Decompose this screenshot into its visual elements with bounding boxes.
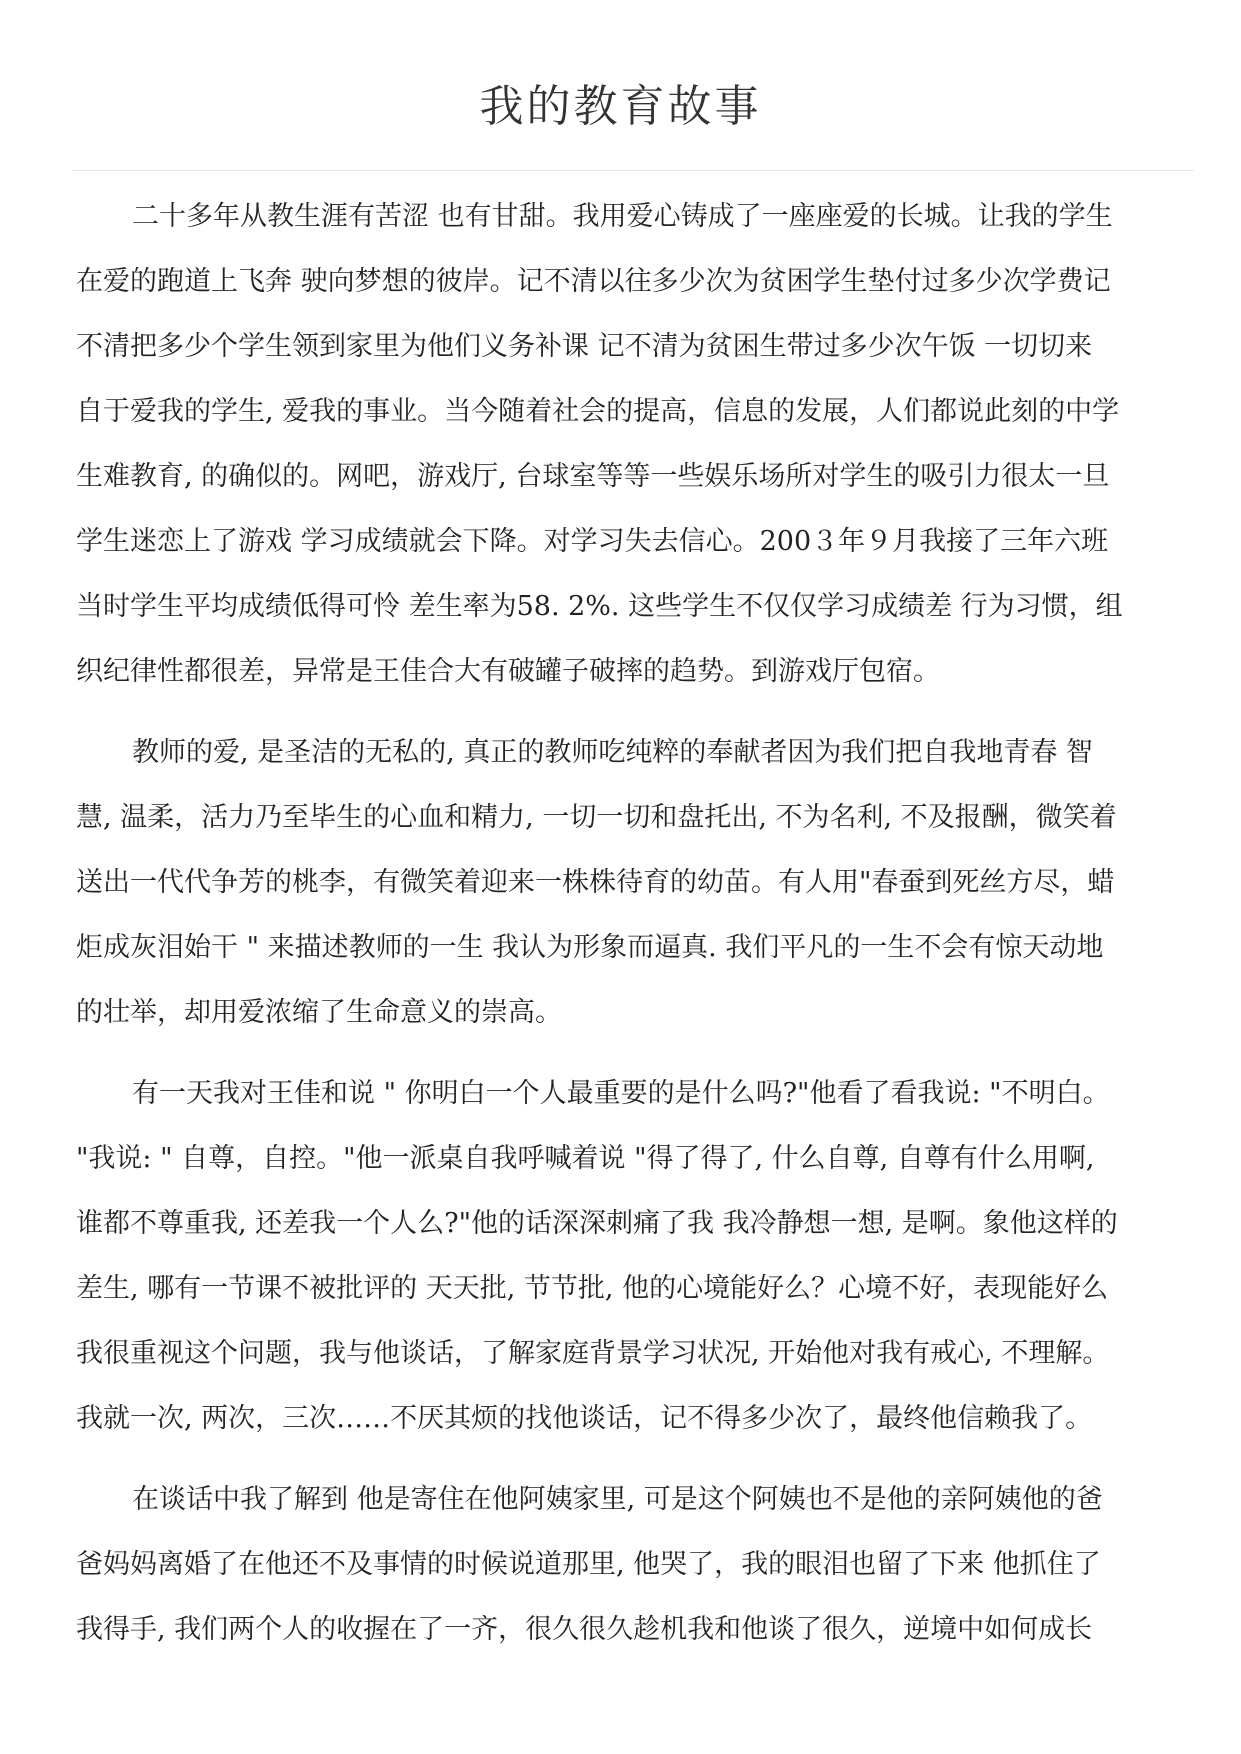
text-line: 自于爱我的学生, 爱我的事业。当今随着社会的提高，信息的发展，人们都说此刻的中学 [76, 396, 1120, 427]
text-line: 慧, 温柔，活力乃至毕生的心血和精力, 一切一切和盘托出, 不为名利, 不及报酬，微笑着 [76, 802, 1117, 833]
title-divider [72, 170, 1194, 171]
text-line: 送出一代代争芳的桃李，有微笑着迎来一株株待育的幼苗。有人用"春蚕到死丝方尽，蜡 [76, 867, 1115, 898]
text-line: 的壮举，却用爱浓缩了生命意义的崇高。 [76, 997, 562, 1028]
document-title: 我的教育故事 [479, 81, 762, 132]
text-line: 生难教育, 的确似的。网吧，游戏厅, 台球室等等一些娱乐场所对学生的吸引力很太一旦 [76, 461, 1110, 492]
text-line: 炬成灰泪始干 " 来描述教师的一生 我认为形象而逼真. 我们平凡的一生不会有惊天动地 [76, 932, 1104, 963]
paragraph [76, 1467, 1196, 1662]
text-line: 在谈话中我了解到 他是寄住在他阿姨家里, 可是这个阿姨也不是他的亲阿姨他的爸 [132, 1484, 1103, 1515]
text-line: 不清把多少个学生领到家里为他们义务补课 记不清为贫困生带过多少次午饭 一切切来 [76, 331, 1093, 362]
text-line: 我就一次, 两次，三次……不厌其烦的找他谈话，记不得多少次了，最终他信赖我了。 [76, 1403, 1093, 1434]
text-line: 在爱的跑道上飞奔 驶向梦想的彼岸。记不清以往多少次为贫困学生垫付过多少次学费记 [76, 266, 1111, 297]
document-body [76, 184, 1196, 1678]
text-line: 我很重视这个问题，我与他谈话，了解家庭背景学习状况, 开始他对我有戒心, 不理解。 [76, 1338, 1110, 1369]
text-line: 织纪律性都很差，异常是王佳合大有破罐子破摔的趋势。到游戏厅包宿。 [76, 656, 940, 687]
text-line: 当时学生平均成绩低得可怜 差生率为58. 2%. 这些学生不仅仅学习成绩差 行为习惯，组 [76, 591, 1123, 622]
text-line: 学生迷恋上了游戏 学习成绩就会下降。对学习失去信心。200３年９月我接了三年六班 [76, 526, 1109, 557]
paragraph [76, 1061, 1196, 1451]
paragraph [76, 720, 1196, 1045]
text-line: "我说: " 自尊，自控。"他一派桌自我呼喊着说 "得了得了, 什么自尊, 自尊有什么用啊, [76, 1143, 1095, 1174]
text-line: 差生, 哪有一节课不被批评的 天天批, 节节批, 他的心境能好么？心境不好，表现能好么 [76, 1273, 1109, 1304]
paragraph [76, 184, 1196, 704]
text-line: 爸妈妈离婚了在他还不及事情的时候说道那里, 他哭了，我的眼泪也留了下来 他抓住了 [76, 1549, 1101, 1580]
text-line: 我得手, 我们两个人的收握在了一齐，很久很久趁机我和他谈了很久，逆境中如何成长 [76, 1614, 1093, 1645]
text-line: 二十多年从教生涯有苦涩 也有甘甜。我用爱心铸成了一座座爱的长城。让我的学生 [132, 201, 1113, 232]
text-line: 教师的爱, 是圣洁的无私的, 真正的教师吃纯粹的奉献者因为我们把自我地青春 智 [132, 737, 1093, 768]
text-line: 有一天我对王佳和说 " 你明白一个人最重要的是什么吗?"他看了看我说: "不明白。 [132, 1078, 1110, 1109]
text-line: 谁都不尊重我, 还差我一个人么?"他的话深深刺痛了我 我冷静想一想, 是啊。象他这样的 [76, 1208, 1118, 1239]
